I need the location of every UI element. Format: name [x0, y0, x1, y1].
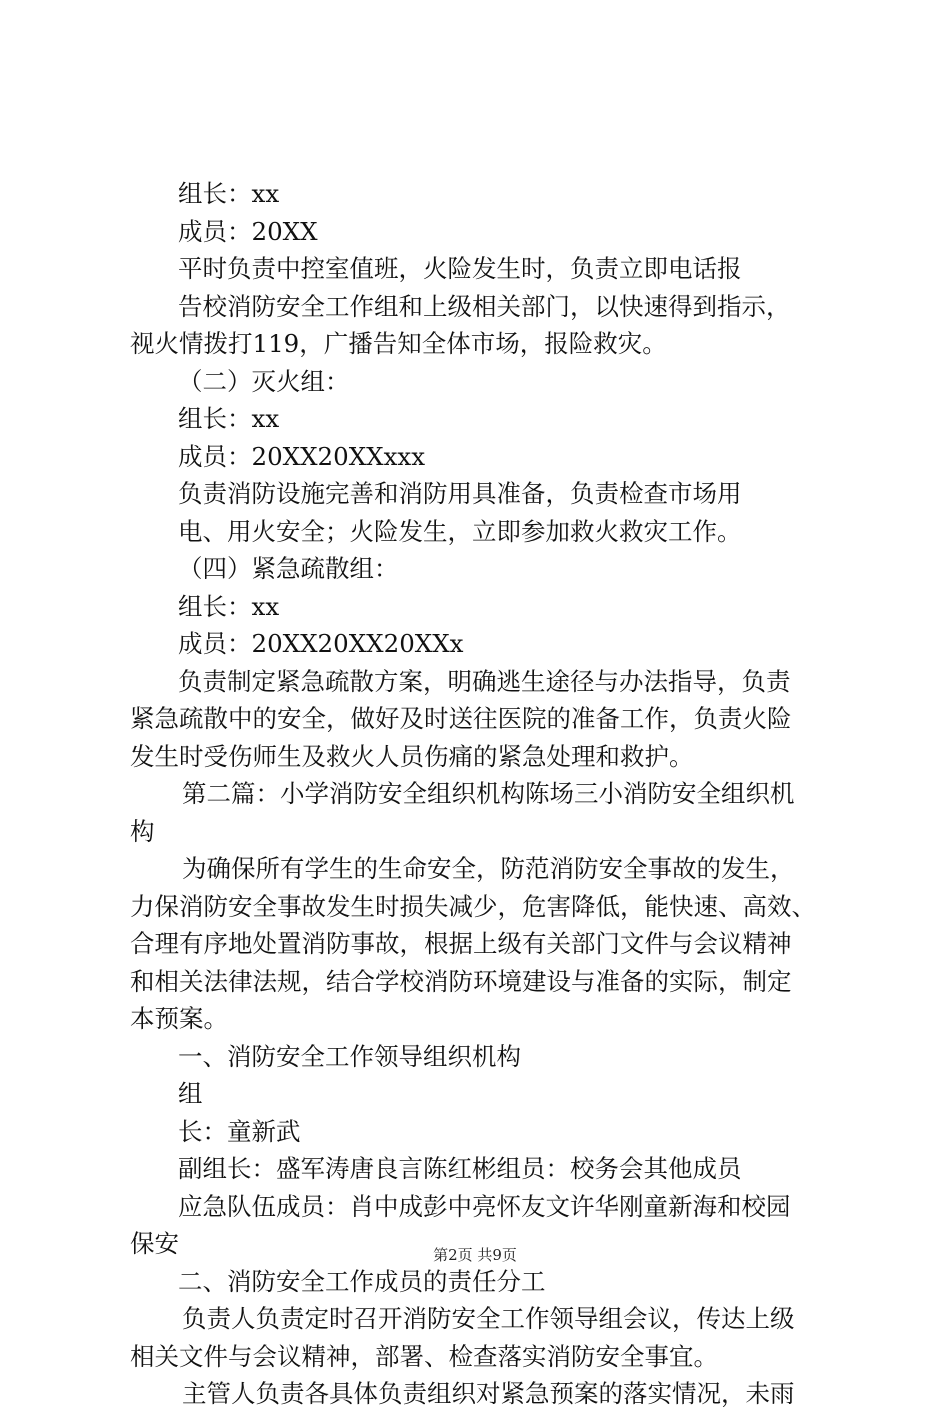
document-line: 保安 [130, 1229, 179, 1258]
document-line: （二）灭火组： [178, 366, 350, 396]
document-line: 二、消防安全工作成员的责任分工 [178, 1266, 546, 1296]
page-footer: 第2页 共9页 [433, 1246, 517, 1264]
document-line: 组长：xx [178, 591, 280, 621]
document-line: 平时负责中控室值班，火险发生时，负责立即电话报 [178, 254, 742, 283]
document-line: 视火情拨打119，广播告知全体市场，报险救灾。 [130, 329, 667, 358]
document-line: 告校消防安全工作组和上级相关部门，以快速得到指示， [178, 291, 791, 321]
document-line: 力保消防安全事故发生时损失减少，危害降低，能快速、高效、 [130, 891, 816, 921]
document-line: 组长：xx [178, 179, 280, 208]
document-line: （四）紧急疏散组： [178, 554, 399, 583]
document-line: 组 [178, 1079, 203, 1108]
document-line: 长：童新武 [178, 1116, 301, 1146]
document-line: 负责消防设施完善和消防用具准备，负责检查市场用 [178, 479, 742, 508]
document-line: 第二篇：小学消防安全组织机构陈场三小消防安全组织机 [182, 779, 795, 808]
document-line: 发生时受伤师生及救火人员伤痛的紧急处理和救护。 [130, 741, 694, 771]
document-line: 电、用火安全；火险发生，立即参加救火救灾工作。 [178, 516, 742, 546]
document-line: 一、消防安全工作领导组织机构 [178, 1041, 521, 1071]
document-line: 成员：20XX20XX20XXx [178, 629, 464, 658]
document-line: 组长：xx [178, 404, 280, 433]
document-line: 成员：20XX [178, 216, 318, 246]
document-line: 应急队伍成员：肖中成彭中亮怀友文许华刚童新海和校园 [178, 1191, 791, 1221]
document-line: 紧急疏散中的安全，做好及时送往医院的准备工作，负责火险 [130, 704, 792, 733]
document-line: 和相关法律法规，结合学校消防环境建设与准备的实际，制定 [130, 966, 792, 996]
document-line: 本预案。 [130, 1004, 228, 1033]
document-line: 负责制定紧急疏散方案，明确逃生途径与办法指导，负责 [178, 666, 791, 696]
document-line: 为确保所有学生的生命安全，防范消防安全事故的发生， [182, 854, 795, 883]
document-body [130, 175, 850, 1413]
document-line: 成员：20XX20XXxxx [178, 441, 426, 471]
document-line: 负责人负责定时召开消防安全工作领导组会议，传达上级 [182, 1304, 795, 1333]
document-line: 副组长：盛军涛唐良言陈红彬组员：校务会其他成员 [178, 1154, 742, 1183]
document-line: 构 [130, 816, 155, 846]
document-line: 主管人负责各具体负责组织对紧急预案的落实情况，未雨 [182, 1379, 795, 1408]
document-line: 合理有序地处置消防事故，根据上级有关部门文件与会议精神 [130, 929, 792, 958]
document-line: 相关文件与会议精神，部署、检查落实消防安全事宜。 [130, 1341, 718, 1371]
